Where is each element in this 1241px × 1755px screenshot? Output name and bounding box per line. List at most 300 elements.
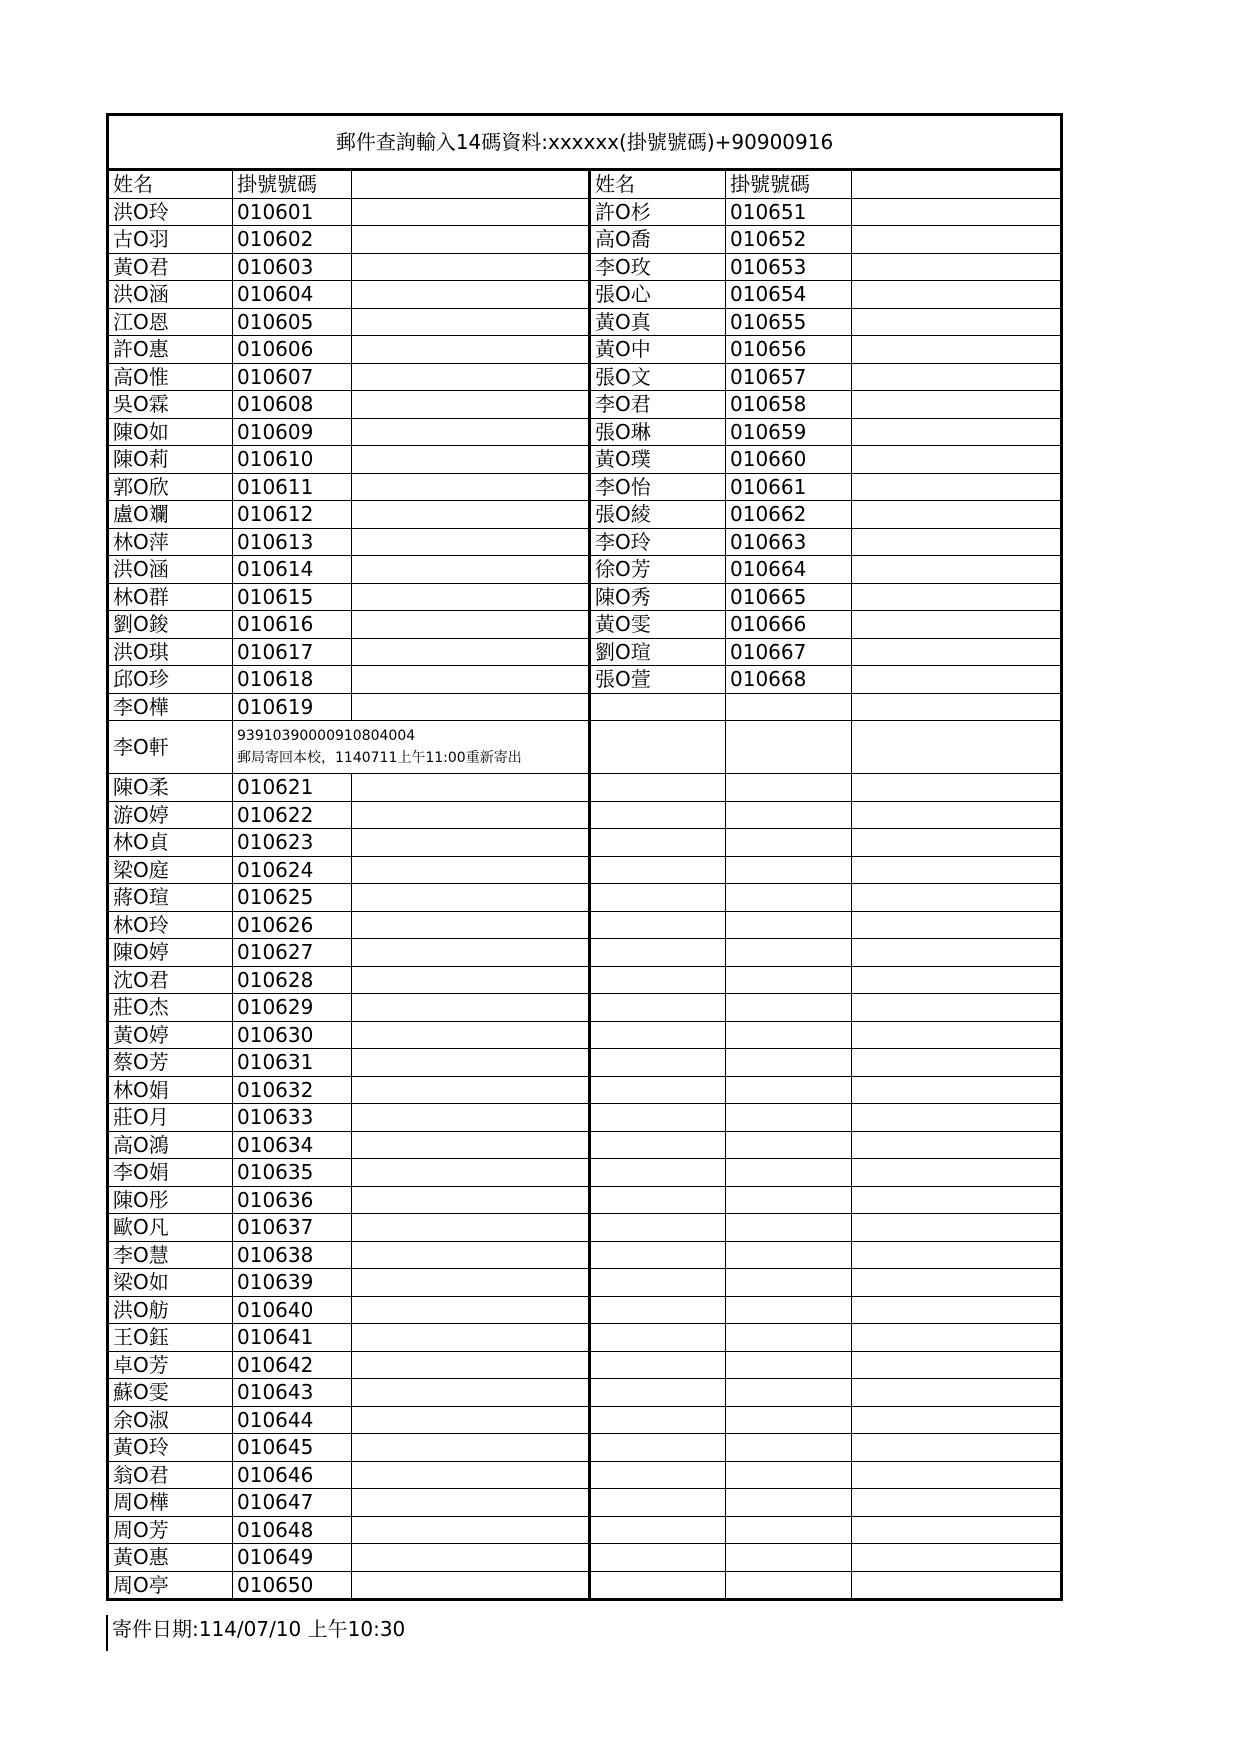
left-blank-cell <box>352 829 590 857</box>
table-row <box>108 1214 1062 1242</box>
right-number-cell: 010651 <box>726 198 852 226</box>
left-number-cell: 010618 <box>233 666 352 694</box>
tracking-number: 93910390000910804004 <box>237 728 416 744</box>
left-blank-cell <box>352 1461 590 1489</box>
left-number-cell: 010646 <box>233 1461 352 1489</box>
left-blank-cell <box>352 939 590 967</box>
right-name-cell <box>590 856 726 884</box>
right-blank-cell <box>852 856 1062 884</box>
table-row <box>108 1131 1062 1159</box>
left-blank-cell <box>352 1489 590 1517</box>
left-number-cell: 010603 <box>233 253 352 281</box>
left-blank-cell <box>352 1131 590 1159</box>
right-name-cell <box>590 829 726 857</box>
left-name-cell: 周O芳 <box>108 1516 233 1544</box>
right-number-cell <box>726 911 852 939</box>
left-blank-cell <box>352 1324 590 1352</box>
left-number-cell: 010642 <box>233 1351 352 1379</box>
left-name-cell: 余O淑 <box>108 1406 233 1434</box>
left-number-cell: 010611 <box>233 473 352 501</box>
right-blank-cell <box>852 198 1062 226</box>
right-name-cell: 李O怡 <box>590 473 726 501</box>
left-number-cell: 010627 <box>233 939 352 967</box>
right-number-cell <box>726 1324 852 1352</box>
right-name-cell <box>590 939 726 967</box>
left-blank-cell <box>352 1269 590 1297</box>
left-blank-cell <box>352 611 590 639</box>
right-blank-cell <box>852 774 1062 802</box>
table-row <box>108 1296 1062 1324</box>
right-blank-cell <box>852 446 1062 474</box>
table-row <box>108 611 1062 639</box>
left-blank-cell <box>352 1076 590 1104</box>
right-name-cell: 許O杉 <box>590 198 726 226</box>
right-name-cell: 李O玲 <box>590 528 726 556</box>
right-blank-cell <box>852 884 1062 912</box>
left-number-cell: 010624 <box>233 856 352 884</box>
right-number-cell <box>726 1269 852 1297</box>
left-name-cell: 林O玲 <box>108 911 233 939</box>
table-row <box>108 1461 1062 1489</box>
right-name-cell <box>590 1406 726 1434</box>
right-name-cell <box>590 884 726 912</box>
left-blank-cell <box>352 1544 590 1572</box>
left-name-cell: 李O軒 <box>108 721 233 774</box>
left-number-cell: 010628 <box>233 966 352 994</box>
right-number-cell: 010653 <box>726 253 852 281</box>
right-blank-cell <box>852 1571 1062 1600</box>
right-name-cell <box>590 1241 726 1269</box>
table-row <box>108 226 1062 254</box>
left-name-cell: 古O羽 <box>108 226 233 254</box>
right-number-cell <box>726 1296 852 1324</box>
left-blank-cell <box>352 774 590 802</box>
left-number-cell: 010629 <box>233 994 352 1022</box>
left-blank-cell <box>352 308 590 336</box>
right-blank-cell <box>852 1214 1062 1242</box>
right-name-cell: 張O萱 <box>590 666 726 694</box>
right-name-cell <box>590 966 726 994</box>
left-name-cell: 洪O涵 <box>108 281 233 309</box>
table-row <box>108 774 1062 802</box>
right-blank-cell <box>852 473 1062 501</box>
left-number-cell: 010626 <box>233 911 352 939</box>
right-blank-cell <box>852 1461 1062 1489</box>
right-number-cell <box>726 1434 852 1462</box>
left-number-cell: 010631 <box>233 1049 352 1077</box>
right-number-cell <box>726 1461 852 1489</box>
right-blank-cell <box>852 911 1062 939</box>
left-name-cell: 蔡O芳 <box>108 1049 233 1077</box>
right-number-cell: 010657 <box>726 363 852 391</box>
right-name-cell <box>590 1186 726 1214</box>
left-number-cell: 010645 <box>233 1434 352 1462</box>
table-row <box>108 1076 1062 1104</box>
right-number-cell <box>726 1544 852 1572</box>
left-number-cell: 010639 <box>233 1269 352 1297</box>
right-header-name: 姓名 <box>590 170 726 199</box>
right-number-cell <box>726 1571 852 1600</box>
left-name-cell: 游O婷 <box>108 801 233 829</box>
left-name-cell: 李O樺 <box>108 693 233 721</box>
left-name-cell: 陳O莉 <box>108 446 233 474</box>
right-number-cell <box>726 801 852 829</box>
left-number-cell: 010637 <box>233 1214 352 1242</box>
right-number-cell: 010664 <box>726 556 852 584</box>
left-number-cell: 010638 <box>233 1241 352 1269</box>
right-name-cell: 黃O中 <box>590 336 726 364</box>
right-blank-cell <box>852 1406 1062 1434</box>
table-row <box>108 829 1062 857</box>
left-name-cell: 陳O柔 <box>108 774 233 802</box>
left-number-cell: 010602 <box>233 226 352 254</box>
right-number-cell: 010663 <box>726 528 852 556</box>
right-number-cell <box>726 1241 852 1269</box>
table-row <box>108 1159 1062 1187</box>
left-name-cell: 邱O珍 <box>108 666 233 694</box>
left-number-cell: 010641 <box>233 1324 352 1352</box>
right-blank-cell <box>852 1269 1062 1297</box>
left-name-cell: 洪O舫 <box>108 1296 233 1324</box>
table-row <box>108 308 1062 336</box>
right-name-cell <box>590 721 726 774</box>
left-blank-cell <box>352 911 590 939</box>
left-number-cell: 010648 <box>233 1516 352 1544</box>
table-row <box>108 1489 1062 1517</box>
left-blank-cell <box>352 198 590 226</box>
left-blank-cell <box>352 363 590 391</box>
left-name-cell: 林O娟 <box>108 1076 233 1104</box>
left-number-cell: 010619 <box>233 693 352 721</box>
left-name-cell: 黃O君 <box>108 253 233 281</box>
table-row <box>108 1351 1062 1379</box>
left-blank-cell <box>352 253 590 281</box>
right-name-cell <box>590 774 726 802</box>
table-row <box>108 721 1062 774</box>
right-blank-cell <box>852 693 1062 721</box>
right-number-cell <box>726 884 852 912</box>
right-blank-cell <box>852 939 1062 967</box>
right-name-cell <box>590 1131 726 1159</box>
left-name-cell: 吳O霖 <box>108 391 233 419</box>
left-header-number: 掛號號碼 <box>233 170 352 199</box>
left-blank-cell <box>352 1104 590 1132</box>
right-number-cell <box>726 1516 852 1544</box>
right-blank-cell <box>852 1324 1062 1352</box>
left-blank-cell <box>352 1186 590 1214</box>
right-name-cell <box>590 1214 726 1242</box>
right-blank-cell <box>852 281 1062 309</box>
table-row <box>108 1516 1062 1544</box>
right-number-cell <box>726 721 852 774</box>
right-blank-cell <box>852 1241 1062 1269</box>
table-row <box>108 1241 1062 1269</box>
right-number-cell <box>726 774 852 802</box>
right-blank-cell <box>852 418 1062 446</box>
left-number-cell: 010621 <box>233 774 352 802</box>
left-header-blank <box>352 170 590 199</box>
left-blank-cell <box>352 1351 590 1379</box>
right-name-cell <box>590 1049 726 1077</box>
left-name-cell: 蔣O瑄 <box>108 884 233 912</box>
right-name-cell <box>590 1351 726 1379</box>
left-name-cell: 洪O玲 <box>108 198 233 226</box>
right-number-cell: 010660 <box>726 446 852 474</box>
left-name-cell: 莊O杰 <box>108 994 233 1022</box>
left-number-cell: 010614 <box>233 556 352 584</box>
right-number-cell: 010656 <box>726 336 852 364</box>
table-row <box>108 556 1062 584</box>
left-number-cell: 010644 <box>233 1406 352 1434</box>
right-number-cell <box>726 1186 852 1214</box>
left-name-cell: 盧O斕 <box>108 501 233 529</box>
right-name-cell <box>590 994 726 1022</box>
right-number-cell <box>726 1021 852 1049</box>
left-number-cell: 010635 <box>233 1159 352 1187</box>
left-blank-cell <box>352 1159 590 1187</box>
right-number-cell: 010658 <box>726 391 852 419</box>
right-number-cell <box>726 966 852 994</box>
left-blank-cell <box>352 1021 590 1049</box>
table-row <box>108 528 1062 556</box>
left-blank-cell <box>352 1571 590 1600</box>
table-row <box>108 666 1062 694</box>
right-number-cell: 010659 <box>726 418 852 446</box>
left-name-cell: 洪O涵 <box>108 556 233 584</box>
left-blank-cell <box>352 501 590 529</box>
left-name-cell: 蘇O雯 <box>108 1379 233 1407</box>
right-number-cell <box>726 1159 852 1187</box>
right-blank-cell <box>852 1131 1062 1159</box>
table-row <box>108 856 1062 884</box>
right-name-cell: 張O綾 <box>590 501 726 529</box>
left-number-cell: 010632 <box>233 1076 352 1104</box>
left-blank-cell <box>352 473 590 501</box>
right-blank-cell <box>852 1489 1062 1517</box>
right-number-cell <box>726 829 852 857</box>
table-row <box>108 1049 1062 1077</box>
left-blank-cell <box>352 1049 590 1077</box>
right-blank-cell <box>852 1159 1062 1187</box>
left-number-cell: 010607 <box>233 363 352 391</box>
table-row <box>108 638 1062 666</box>
left-name-cell: 洪O琪 <box>108 638 233 666</box>
left-blank-cell <box>352 446 590 474</box>
right-blank-cell <box>852 994 1062 1022</box>
right-number-cell: 010667 <box>726 638 852 666</box>
right-number-cell: 010662 <box>726 501 852 529</box>
right-name-cell: 李O玫 <box>590 253 726 281</box>
right-blank-cell <box>852 1296 1062 1324</box>
left-number-cell: 010616 <box>233 611 352 639</box>
mailing-date: 寄件日期:114/07/10 上午10:30 <box>106 1615 405 1651</box>
table-row <box>108 1021 1062 1049</box>
right-header-blank <box>852 170 1062 199</box>
right-blank-cell <box>852 611 1062 639</box>
table-row <box>108 253 1062 281</box>
left-name-cell: 高O鴻 <box>108 1131 233 1159</box>
left-number-cell: 010608 <box>233 391 352 419</box>
left-number-cell: 010633 <box>233 1104 352 1132</box>
left-number-cell: 010601 <box>233 198 352 226</box>
right-number-cell: 010666 <box>726 611 852 639</box>
right-blank-cell <box>852 1516 1062 1544</box>
left-name-cell: 王O鈺 <box>108 1324 233 1352</box>
right-number-cell: 010668 <box>726 666 852 694</box>
left-number-cell: 010647 <box>233 1489 352 1517</box>
left-number-cell: 010630 <box>233 1021 352 1049</box>
right-blank-cell <box>852 666 1062 694</box>
right-number-cell <box>726 693 852 721</box>
left-number-cell: 010640 <box>233 1296 352 1324</box>
right-name-cell <box>590 1104 726 1132</box>
left-name-cell: 陳O如 <box>108 418 233 446</box>
left-name-cell: 梁O庭 <box>108 856 233 884</box>
left-blank-cell <box>352 556 590 584</box>
table-row <box>108 693 1062 721</box>
table-row <box>108 418 1062 446</box>
left-number-cell: 010606 <box>233 336 352 364</box>
table-row <box>108 1406 1062 1434</box>
left-number-cell: 010605 <box>233 308 352 336</box>
right-name-cell: 李O君 <box>590 391 726 419</box>
right-number-cell: 010652 <box>726 226 852 254</box>
right-blank-cell <box>852 583 1062 611</box>
right-name-cell <box>590 1324 726 1352</box>
right-blank-cell <box>852 1076 1062 1104</box>
left-blank-cell <box>352 391 590 419</box>
right-name-cell <box>590 1296 726 1324</box>
right-number-cell: 010661 <box>726 473 852 501</box>
right-blank-cell <box>852 308 1062 336</box>
right-blank-cell <box>852 1021 1062 1049</box>
table-row <box>108 473 1062 501</box>
left-blank-cell <box>352 638 590 666</box>
left-blank-cell <box>352 1434 590 1462</box>
left-blank-cell <box>352 1379 590 1407</box>
right-blank-cell <box>852 556 1062 584</box>
right-number-cell <box>726 994 852 1022</box>
table-row <box>108 939 1062 967</box>
left-blank-cell <box>352 1406 590 1434</box>
right-blank-cell <box>852 1351 1062 1379</box>
right-number-cell <box>726 856 852 884</box>
right-number-cell <box>726 1489 852 1517</box>
left-number-cell: 010636 <box>233 1186 352 1214</box>
left-blank-cell <box>352 336 590 364</box>
left-number-cell: 010650 <box>233 1571 352 1600</box>
left-blank-cell <box>352 666 590 694</box>
left-blank-cell <box>352 281 590 309</box>
right-blank-cell <box>852 363 1062 391</box>
table-row <box>108 363 1062 391</box>
right-name-cell <box>590 1159 726 1187</box>
right-name-cell: 黃O真 <box>590 308 726 336</box>
right-name-cell <box>590 1516 726 1544</box>
table-row <box>108 1544 1062 1572</box>
right-blank-cell <box>852 1544 1062 1572</box>
left-number-cell: 010604 <box>233 281 352 309</box>
table-row <box>108 336 1062 364</box>
left-name-cell: 李O慧 <box>108 1241 233 1269</box>
right-blank-cell <box>852 801 1062 829</box>
table-row <box>108 391 1062 419</box>
page-title: 郵件查詢輸入14碼資料:xxxxxx(掛號號碼)+90900916 <box>108 115 1062 170</box>
right-number-cell <box>726 1214 852 1242</box>
left-number-cell: 010613 <box>233 528 352 556</box>
table-row <box>108 1434 1062 1462</box>
table-row <box>108 1269 1062 1297</box>
table-row <box>108 198 1062 226</box>
left-name-cell: 江O恩 <box>108 308 233 336</box>
table-row <box>108 911 1062 939</box>
right-name-cell: 張O心 <box>590 281 726 309</box>
right-number-cell: 010665 <box>726 583 852 611</box>
left-number-cell: 010617 <box>233 638 352 666</box>
left-name-cell: 陳O婷 <box>108 939 233 967</box>
left-name-cell: 林O貞 <box>108 829 233 857</box>
table-row <box>108 1379 1062 1407</box>
left-number-cell: 010610 <box>233 446 352 474</box>
left-blank-cell <box>352 966 590 994</box>
left-number-cell: 010643 <box>233 1379 352 1407</box>
left-name-cell: 翁O君 <box>108 1461 233 1489</box>
right-blank-cell <box>852 966 1062 994</box>
right-name-cell: 徐O芳 <box>590 556 726 584</box>
left-blank-cell <box>352 226 590 254</box>
right-number-cell <box>726 1104 852 1132</box>
left-name-cell: 莊O月 <box>108 1104 233 1132</box>
return-note: 郵局寄回本校，1140711上午11:00重新寄出 <box>237 750 522 766</box>
right-name-cell <box>590 801 726 829</box>
left-blank-cell <box>352 1241 590 1269</box>
left-blank-cell <box>352 884 590 912</box>
left-name-cell: 劉O鋑 <box>108 611 233 639</box>
table-row <box>108 1324 1062 1352</box>
left-name-cell: 許O惠 <box>108 336 233 364</box>
left-blank-cell <box>352 418 590 446</box>
right-number-cell <box>726 1351 852 1379</box>
right-name-cell <box>590 1571 726 1600</box>
left-number-cell: 010609 <box>233 418 352 446</box>
right-blank-cell <box>852 253 1062 281</box>
left-name-cell: 林O萍 <box>108 528 233 556</box>
left-name-cell: 黃O惠 <box>108 1544 233 1572</box>
right-number-cell <box>726 1406 852 1434</box>
right-name-cell: 劉O瑄 <box>590 638 726 666</box>
left-number-cell: 010625 <box>233 884 352 912</box>
left-number-note-cell <box>233 721 590 774</box>
right-name-cell <box>590 1379 726 1407</box>
table-row <box>108 446 1062 474</box>
left-name-cell: 高O惟 <box>108 363 233 391</box>
left-name-cell: 周O亭 <box>108 1571 233 1600</box>
right-number-cell <box>726 1076 852 1104</box>
right-number-cell: 010654 <box>726 281 852 309</box>
table-row <box>108 994 1062 1022</box>
right-name-cell <box>590 1269 726 1297</box>
right-name-cell <box>590 1434 726 1462</box>
left-name-cell: 梁O如 <box>108 1269 233 1297</box>
right-name-cell: 張O琳 <box>590 418 726 446</box>
right-name-cell: 黃O璞 <box>590 446 726 474</box>
table-row <box>108 501 1062 529</box>
table-row <box>108 1571 1062 1600</box>
right-name-cell <box>590 1076 726 1104</box>
left-number-cell: 010612 <box>233 501 352 529</box>
right-blank-cell <box>852 391 1062 419</box>
left-blank-cell <box>352 583 590 611</box>
